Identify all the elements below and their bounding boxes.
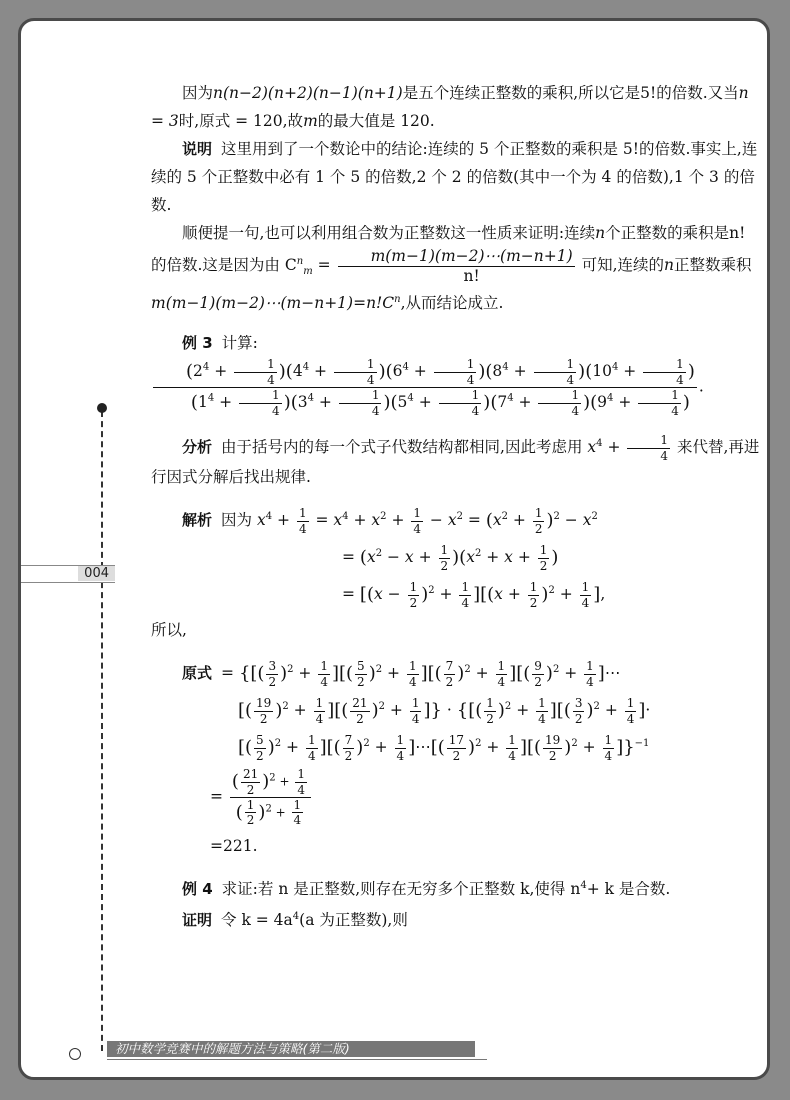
- example-4: 例 4 求证:若 n 是正整数,则存在无穷多个正整数 k,使得 $n^4+ k$ 是合数.: [182, 879, 671, 898]
- paragraph-aside: 顺便提一句,也可以利用组合数为正整数这一性质来证明:连续n个正整数的乘积是n! 的倍数.这是因为由 $C^n_m$ = $\frac{m(m-1)(m-2)\cdots(m-n+1)}{n!}$ 可知,连续的n正整数乘积$m(m-1)(m-2)\cdots(m-n+1)=n!C^n$,从而结论成立.: [151, 224, 752, 313]
- page-number: 004: [21, 565, 115, 583]
- original-line-1: 原式 = {[( $\frac{3}{2}$ )$^2$ + $\frac{1}{4}$ ][( $\frac{5}{2}$ )$^2$ + $\frac{1}{4}$ ][( $\frac{7}{2}$ )$^2$ + $\frac{1}{4}$ ][( $\frac{9}{2}$ )$^2$ + $\frac{1}{4}$ ]⋯: [182, 659, 621, 689]
- proof-line: 证明 令 $k = 4a^4(a$ 为正整数),则: [182, 910, 408, 930]
- solution-line-3: = [(x − $\frac{1}{2}$ )$^2$ + $\frac{1}{4}$ ][(x + $\frac{1}{2}$ )$^2$ + $\frac{1}{4}$ ],: [342, 580, 606, 610]
- margin-dashed-line: [101, 411, 103, 1051]
- analysis-paragraph: 分析 由于括号内的每一个式子代数结构都相同,因此考虑用 $x^4$ + $\frac{1}{4}$ 来代替,再进行因式分解后找出规律.: [151, 433, 760, 486]
- result-line: =221.: [210, 836, 258, 855]
- example-3-big-fraction: ($2^4$ + $\frac{1}{4}$ )($4^4$ + $\frac{1}{4}$ )($6^4$ + $\frac{1}{4}$ )($8^4$ + $\frac{1}{4}$ )($10^4$ + $\frac{1}{4}$ ) ($1^4$ + $\frac{1}{4}$ )($3^4$ + $\frac{1}{4}$ )($5^4$ + $\frac{1}{4}$ )($7^4$ + $\frac{1}{4}$ )($9^4$ + $\frac{1}{4}$ ): [153, 357, 697, 418]
- original-line-2: [( $\frac{19}{2}$ )$^2$ + $\frac{1}{4}$ ][( $\frac{21}{2}$ )$^2$ + $\frac{1}{4}$ ]} · {[( $\frac{1}{2}$ )$^2$ + $\frac{1}{4}$ ][( $\frac{3}{2}$ )$^2$ + $\frac{1}{4}$ ]·: [238, 696, 651, 726]
- ratio-fraction: ( $\frac{21}{2}$ )$^2$ + $\frac{1}{4}$ ( $\frac{1}{2}$ )$^2$ + $\frac{1}{4}$: [230, 767, 311, 828]
- so-line: 所以,: [151, 621, 187, 640]
- page-content: [151, 79, 763, 934]
- footer-title: 初中数学竞赛中的解题方法与策略(第二版): [107, 1041, 475, 1057]
- book-page: [18, 18, 770, 1080]
- footer-rule: [107, 1059, 487, 1060]
- original-line-4: = ( $\frac{21}{2}$ )$^2$ + $\frac{1}{4}$ ( $\frac{1}{2}$ )$^2$ + $\frac{1}{4}$: [182, 767, 763, 828]
- original-line-3: [( $\frac{5}{2}$ )$^2$ + $\frac{1}{4}$ ][( $\frac{7}{2}$ )$^2$ + $\frac{1}{4}$ ]⋯[( $\frac{17}{2}$ )$^2$ + $\frac{1}{4}$ ][( $\frac{19}{2}$ )$^2$ + $\frac{1}{4}$ ]}$^{-1}$: [238, 733, 650, 763]
- example-3: 例 3 计算: ($2^4$ + $\frac{1}{4}$ )($4^4$ + $\frac{1}{4}$ )($6^4$ + $\frac{1}{4}$ )($8^4$ + $\frac{1}{4}$ )($10^4$ + $\frac{1}{4}$ ) ($1^4$ + $\frac{1}{4}$ )($3^4$ + $\frac{1}{4}$ )($5^4$ + $\frac{1}{4}$ )($7^4$ + $\frac{1}{4}$ )($9^4$ + $\frac{1}{4}$ ) .: [151, 329, 763, 418]
- paragraph-note: 说明 这里用到了一个数论中的结论:连续的 5 个正整数的乘积是 5!的倍数.事实上,连续的 5 个正整数中必有 1 个 5 的倍数,2 个 2 的倍数(其中一个为 4 的倍数),1 个 3 的倍数.: [151, 140, 758, 214]
- margin-dot-marker: [97, 403, 107, 413]
- solution-block: [151, 503, 763, 610]
- solution-line-2: = ($x^2 - x$ + $\frac{1}{2}$ )($x^2 + x$ + $\frac{1}{2}$ ): [342, 543, 559, 573]
- original-expression-block: [151, 656, 763, 860]
- solution-line-1: 解析 因为 $x^4$ + $\frac{1}{4}$ = $x^4 + x^2$ + $\frac{1}{4}$ − $x^2 = (x^2$ + $\frac{1}{2}$ )$^2 - x^2$: [182, 506, 598, 536]
- paragraph-proof-end: 因为n(n−2)(n+2)(n−1)(n+1)是五个连续正整数的乘积,所以它是5!的倍数.又当n = 3时,原式 = 120,故m的最大值是 120.: [151, 84, 749, 130]
- combination-fraction: $\frac{m(m-1)(m-2)\cdots(m-n+1)}{n!}$: [338, 247, 575, 285]
- footer-circle-icon: [69, 1048, 81, 1060]
